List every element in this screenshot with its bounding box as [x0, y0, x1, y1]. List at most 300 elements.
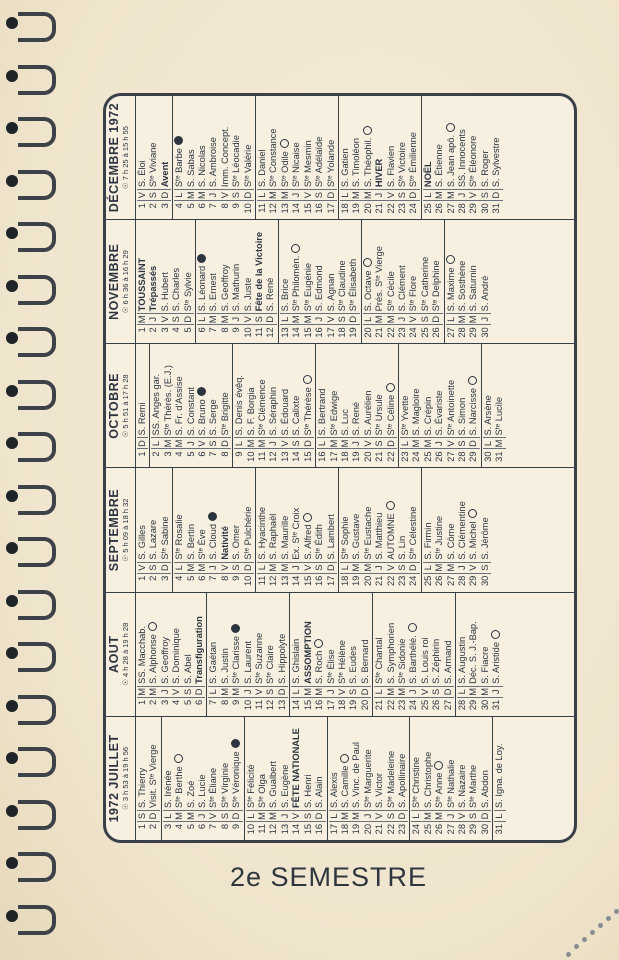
day-row — [303, 717, 314, 840]
saint-name: S. Symphorien — [385, 622, 396, 684]
spiral-binding — [0, 0, 60, 960]
saint-name: S. Lambert — [325, 514, 336, 560]
day-number: 21 — [374, 451, 385, 462]
saint-name: Sᵗᵉ Claudine — [336, 260, 347, 312]
day-row — [314, 96, 325, 219]
day-number: 2 — [148, 327, 159, 333]
weekday-letter: D — [348, 313, 359, 325]
day-row — [337, 593, 348, 716]
week-block — [339, 96, 422, 219]
day-row — [148, 468, 159, 591]
ring-hole — [6, 385, 18, 397]
day-number: 31 — [491, 699, 502, 711]
weekday-letter: S — [171, 313, 182, 325]
day-number: 5 — [182, 327, 193, 333]
weekday-letter: S — [480, 189, 491, 201]
day-number: 8 — [219, 203, 230, 209]
day-number: 6 — [197, 824, 208, 830]
weekday-letter: M — [303, 686, 314, 698]
weekday-letter: D — [480, 810, 491, 822]
saint-name: S. Henri — [302, 774, 313, 808]
weekday-letter: J — [291, 189, 302, 201]
week-block — [136, 96, 173, 219]
weekday-letter: J — [186, 437, 197, 449]
day-row — [314, 468, 325, 591]
weekday-letter: M — [423, 437, 434, 449]
day-row — [480, 717, 491, 840]
saint-name: Sᵗᵉ Antoinette — [445, 379, 456, 436]
day-number: 14 — [291, 203, 302, 214]
weekday-letter: J — [208, 562, 219, 574]
decorative-dots — [562, 900, 619, 960]
ring-loop — [18, 485, 56, 515]
day-row — [197, 220, 208, 343]
day-number: 27 — [445, 203, 456, 214]
saint-name: S. Gaétan — [208, 641, 219, 684]
day-row — [197, 96, 208, 219]
saint-name: Déc. S. J.-Bap. — [468, 621, 479, 684]
day-number: 17 — [328, 824, 339, 835]
saint-name: S. Victor — [374, 773, 385, 808]
weekday-letter: M — [480, 686, 491, 698]
day-row — [148, 96, 159, 219]
weekday-letter: S — [468, 810, 479, 822]
spiral-ring — [4, 218, 52, 248]
day-row — [268, 344, 279, 467]
saint-name: S. Bertin — [185, 524, 196, 560]
ring-loop — [18, 432, 56, 462]
day-number: 3 — [159, 575, 170, 581]
weekday-letter: S — [231, 562, 242, 574]
saint-name: S. Hippolyte — [276, 633, 287, 684]
weekday-letter: D — [397, 810, 408, 822]
day-number: 4 — [174, 203, 185, 209]
ring-hole — [6, 437, 18, 449]
day-number: 23 — [396, 575, 407, 586]
day-number: 28 — [456, 451, 467, 462]
weekday-letter: M — [446, 562, 457, 574]
decorative-dot — [598, 923, 603, 928]
saint-name: S. Bernard — [359, 639, 370, 684]
day-row — [329, 717, 340, 840]
saint-name: S. Justin — [219, 648, 230, 684]
moon-phase-icon — [231, 739, 240, 748]
weekday-letter: V — [280, 437, 291, 449]
weekday-letter: D — [326, 189, 337, 201]
day-row — [160, 468, 171, 591]
saint-name: Sᵗᵉ Edwige — [328, 390, 339, 436]
week-block — [136, 344, 150, 467]
day-row — [220, 717, 231, 840]
day-number: 9 — [231, 699, 242, 705]
day-number: 8 — [219, 575, 230, 581]
day-number: 13 — [279, 575, 290, 586]
weekday-letter: M — [197, 189, 208, 201]
day-number: 5 — [185, 824, 196, 830]
day-number: 27 — [445, 451, 456, 462]
day-row — [268, 717, 279, 840]
day-number: 17 — [325, 575, 336, 586]
day-row — [265, 593, 276, 716]
saint-name: Transfiguration — [194, 616, 205, 684]
weekday-letter: L — [400, 437, 411, 449]
spiral-ring — [4, 61, 52, 91]
day-row — [220, 344, 231, 467]
day-row — [208, 593, 219, 716]
day-number: 24 — [408, 327, 419, 338]
saint-name: Sᵗᵉ Yvette — [399, 395, 410, 436]
decorative-dot — [614, 909, 619, 914]
weekday-letter: V — [208, 810, 219, 822]
day-number: 4 — [171, 699, 182, 705]
day-row — [340, 468, 351, 591]
sun-times: ☉ 3 h 53 à 19 h 56 — [121, 746, 130, 810]
weekday-letter: L — [234, 437, 245, 449]
saint-name: Sᵗᵉ Olga — [257, 774, 268, 808]
day-number: 1 — [137, 451, 147, 457]
day-row — [303, 593, 314, 716]
day-row — [386, 468, 397, 591]
day-number: 24 — [408, 203, 419, 214]
day-row — [303, 96, 314, 219]
weekday-letter: M — [434, 189, 445, 201]
weekday-letter: D — [243, 562, 254, 574]
day-row — [408, 468, 419, 591]
day-row — [397, 96, 408, 219]
week-block — [233, 344, 316, 467]
weekday-letter: J — [291, 562, 302, 574]
day-row — [268, 96, 279, 219]
weekday-letter: J — [243, 686, 254, 698]
day-number: 4 — [174, 824, 185, 830]
day-number: 12 — [265, 327, 276, 338]
day-number: 29 — [468, 699, 479, 711]
saint-name: Sᵗᵉ Pulchérie — [242, 506, 253, 560]
day-number: 14 — [291, 575, 302, 586]
day-number: 12 — [268, 203, 279, 214]
sun-times: ☉ 4 h 28 à 19 h 28 — [121, 622, 130, 686]
day-number: 22 — [385, 824, 396, 835]
day-number: 22 — [385, 575, 396, 586]
weekday-letter: L — [494, 810, 505, 822]
weekday-letter: V — [363, 437, 374, 449]
day-number: 18 — [336, 327, 347, 338]
saint-name: S. Crépin — [422, 396, 433, 436]
day-row — [494, 344, 505, 467]
day-row — [303, 468, 314, 591]
weekday-letter: D — [443, 686, 454, 698]
weekday-letter: M — [220, 313, 231, 325]
saint-name: S. F. Borgia — [245, 387, 256, 436]
calendar-grid — [106, 96, 574, 840]
day-number: 11 — [254, 699, 265, 710]
day-number: 1 — [137, 824, 147, 830]
weekday-letter: M — [434, 810, 445, 822]
moon-phase-icon — [434, 761, 443, 770]
day-number: 8 — [219, 699, 230, 705]
saint-name: S. Geoffroy — [219, 264, 230, 312]
day-number: 18 — [339, 575, 350, 586]
weekday-letter: J — [434, 437, 445, 449]
weekday-letter: M — [268, 810, 279, 822]
weekday-letter: M — [374, 313, 385, 325]
spiral-ring — [4, 533, 52, 563]
ring-loop — [18, 800, 56, 830]
weekday-letter: V — [408, 313, 419, 325]
day-number: 21 — [374, 327, 385, 338]
ring-hole — [6, 122, 18, 134]
spiral-ring — [4, 743, 52, 773]
day-number: 7 — [208, 327, 219, 333]
month-column — [106, 219, 574, 343]
weekday-letter: S — [183, 686, 194, 698]
week-block — [456, 593, 504, 716]
saint-name: S. Serge — [208, 399, 219, 436]
weekday-letter: M — [246, 437, 257, 449]
spiral-ring — [4, 691, 52, 721]
weekday-letter: S — [431, 686, 442, 698]
day-number: 18 — [339, 203, 350, 214]
spiral-ring — [4, 901, 52, 931]
day-row — [208, 344, 219, 467]
day-number: 19 — [351, 824, 362, 835]
day-number: 17 — [325, 327, 336, 338]
moon-phase-icon — [446, 255, 455, 264]
day-number: 23 — [396, 699, 407, 711]
saint-name: S. Camille — [339, 765, 350, 808]
day-row — [351, 96, 362, 219]
day-number: 28 — [456, 699, 467, 711]
weekday-letter: D — [303, 437, 314, 449]
day-number: 7 — [208, 203, 219, 209]
month-header — [106, 717, 136, 840]
weekday-letter: L — [197, 313, 208, 325]
saint-name: S. Fr. d'Assise — [174, 376, 185, 436]
day-number: 14 — [291, 824, 302, 835]
weekday-letter: M — [303, 313, 314, 325]
day-row — [171, 593, 182, 716]
day-row — [257, 96, 268, 219]
day-row — [400, 344, 411, 467]
day-number: 28 — [456, 327, 467, 338]
saint-name: S. Constant — [185, 386, 196, 436]
day-row — [397, 717, 408, 840]
ring-loop — [18, 222, 56, 252]
day-number: 8 — [219, 451, 230, 457]
day-number: 8 — [219, 824, 230, 830]
weekday-letter: D — [194, 686, 205, 698]
weekday-letter: S — [386, 810, 397, 822]
saint-name: S. Hubert — [159, 272, 170, 312]
day-number: 5 — [182, 699, 193, 705]
day-number: 16 — [314, 575, 325, 586]
day-number: 27 — [445, 824, 456, 835]
weekday-letter: S — [420, 313, 431, 325]
ring-hole — [6, 490, 18, 502]
saint-name: S. Ambroise — [208, 137, 219, 188]
day-row — [374, 96, 385, 219]
weekday-letter: M — [174, 810, 185, 822]
weekday-letter: L — [329, 810, 340, 822]
day-row — [408, 96, 419, 219]
weekday-letter: S — [314, 189, 325, 201]
day-number: 10 — [242, 327, 253, 338]
spiral-ring — [4, 796, 52, 826]
week-block — [445, 220, 493, 343]
saint-name: S. Jean apô. — [445, 134, 456, 188]
saint-name: Sᵗᵉ Hélène — [336, 640, 347, 684]
weekday-letter: J — [160, 686, 171, 698]
weekday-letter: D — [314, 810, 325, 822]
day-number: 8 — [219, 327, 230, 333]
day-number: 12 — [268, 824, 279, 835]
spiral-ring — [4, 323, 52, 353]
saint-name: Sᵗᵉ Félicité — [245, 764, 256, 808]
ring-hole — [6, 70, 18, 82]
week-block — [150, 344, 233, 467]
weekday-letter: S — [265, 686, 276, 698]
ring-loop — [18, 65, 56, 95]
day-number: 26 — [431, 699, 442, 711]
saint-name: S. Zéphirin — [431, 638, 442, 684]
month-name: NOVEMBRE — [107, 243, 121, 320]
ring-loop — [18, 695, 56, 725]
day-row — [446, 96, 457, 219]
month-column — [106, 592, 574, 716]
weekday-letter: V — [386, 189, 397, 201]
saint-name: S. Gatien — [339, 148, 350, 188]
day-row — [431, 220, 442, 343]
weekday-letter: L — [174, 562, 185, 574]
day-row — [171, 220, 182, 343]
day-number: 28 — [456, 824, 467, 835]
day-row — [468, 96, 479, 219]
weekday-letter: L — [457, 686, 468, 698]
day-row — [386, 717, 397, 840]
day-row — [231, 468, 242, 591]
saint-name: S. André — [479, 275, 490, 312]
day-row — [420, 593, 431, 716]
weekday-letter: J — [231, 313, 242, 325]
moon-phase-icon — [303, 375, 312, 384]
month-header — [106, 220, 136, 343]
day-row — [291, 220, 302, 343]
day-number: 9 — [234, 451, 245, 457]
day-number: 5 — [185, 451, 196, 457]
day-number: 30 — [479, 575, 490, 586]
saint-name: Sᵗᵉ Clarisse — [231, 635, 242, 684]
saint-name: S. Clément — [396, 265, 407, 312]
weekday-letter: L — [423, 189, 434, 201]
weekday-letter: S — [337, 313, 348, 325]
saint-name: S. Théophil. — [362, 137, 373, 188]
saint-name: Sᵗᵉ Constance — [268, 128, 279, 188]
weekday-letter: S — [148, 189, 159, 201]
weekday-letter: M — [148, 686, 159, 698]
saint-name: Sᵗᵉ Ursule — [374, 394, 385, 436]
weekday-letter: D — [137, 437, 148, 449]
saint-name: Sᵗᵉ Véronique — [231, 751, 242, 808]
month-header — [106, 96, 136, 219]
day-row — [291, 593, 302, 716]
day-row — [151, 344, 162, 467]
day-row — [148, 220, 159, 343]
saint-name: S. Roch — [314, 650, 325, 684]
week-block — [256, 468, 339, 591]
saint-name: S. Clémentine — [456, 501, 467, 560]
day-number: 22 — [385, 699, 396, 711]
weekday-letter: V — [420, 686, 431, 698]
moon-phase-icon — [468, 509, 477, 518]
weekday-letter: S — [374, 437, 385, 449]
day-row — [446, 468, 457, 591]
day-row — [186, 717, 197, 840]
day-row — [431, 593, 442, 716]
day-row — [220, 468, 231, 591]
weekday-letter: S — [220, 810, 231, 822]
day-number: 15 — [302, 824, 313, 835]
saint-name: S. Alfred — [302, 524, 313, 560]
saint-name: Sᵗᵉ Justine — [434, 515, 445, 560]
ring-hole — [6, 700, 18, 712]
weekday-letter: M — [197, 562, 208, 574]
day-number: 6 — [197, 327, 208, 333]
day-number: 13 — [279, 451, 290, 462]
weekday-letter: J — [480, 313, 491, 325]
saint-name: S. René — [265, 277, 276, 312]
day-number: 30 — [479, 203, 490, 214]
week-block — [162, 717, 245, 840]
saint-name: S. Sylvestre — [491, 137, 502, 188]
weekday-letter: M — [434, 562, 445, 574]
saint-name: Sᵗᵉ Yolande — [325, 139, 336, 188]
saint-name: S. Bertrand — [317, 388, 328, 436]
weekday-letter: S — [480, 562, 491, 574]
rotated-calendar — [106, 96, 574, 840]
day-row — [408, 220, 419, 343]
saint-name: S. Séraphin — [268, 386, 279, 436]
weekday-letter: M — [257, 437, 268, 449]
saint-name: S. Sosthène — [456, 260, 467, 312]
saint-name: Sᵗᵉ Christine — [411, 757, 422, 808]
day-row — [468, 344, 479, 467]
weekday-letter: M — [386, 686, 397, 698]
saint-name: S. Augustin — [456, 636, 467, 684]
day-number: 27 — [445, 575, 456, 586]
week-block — [328, 717, 411, 840]
weekday-letter: D — [148, 810, 159, 822]
saint-name: TOUSSAINT — [137, 257, 147, 312]
moon-phase-icon — [363, 126, 372, 135]
day-number: 31 — [491, 203, 502, 214]
day-number: 29 — [468, 327, 479, 338]
day-number: 23 — [396, 327, 407, 338]
saint-name: S. Armand — [442, 640, 453, 684]
day-row — [257, 717, 268, 840]
day-row — [457, 220, 468, 343]
moon-phase-icon — [280, 139, 289, 148]
saint-name: ASSOMPTION — [302, 621, 313, 684]
saint-name: S. Michel — [468, 521, 479, 560]
saint-name: Prés. Sᵗᵉ Vierge — [374, 246, 385, 312]
weekday-letter: V — [171, 686, 182, 698]
saint-name: AUTOMNE — [385, 513, 396, 560]
day-row — [280, 468, 291, 591]
saint-name: NOËL — [422, 161, 433, 188]
day-row — [446, 344, 457, 467]
day-row — [246, 344, 257, 467]
weekday-letter: M — [268, 189, 279, 201]
